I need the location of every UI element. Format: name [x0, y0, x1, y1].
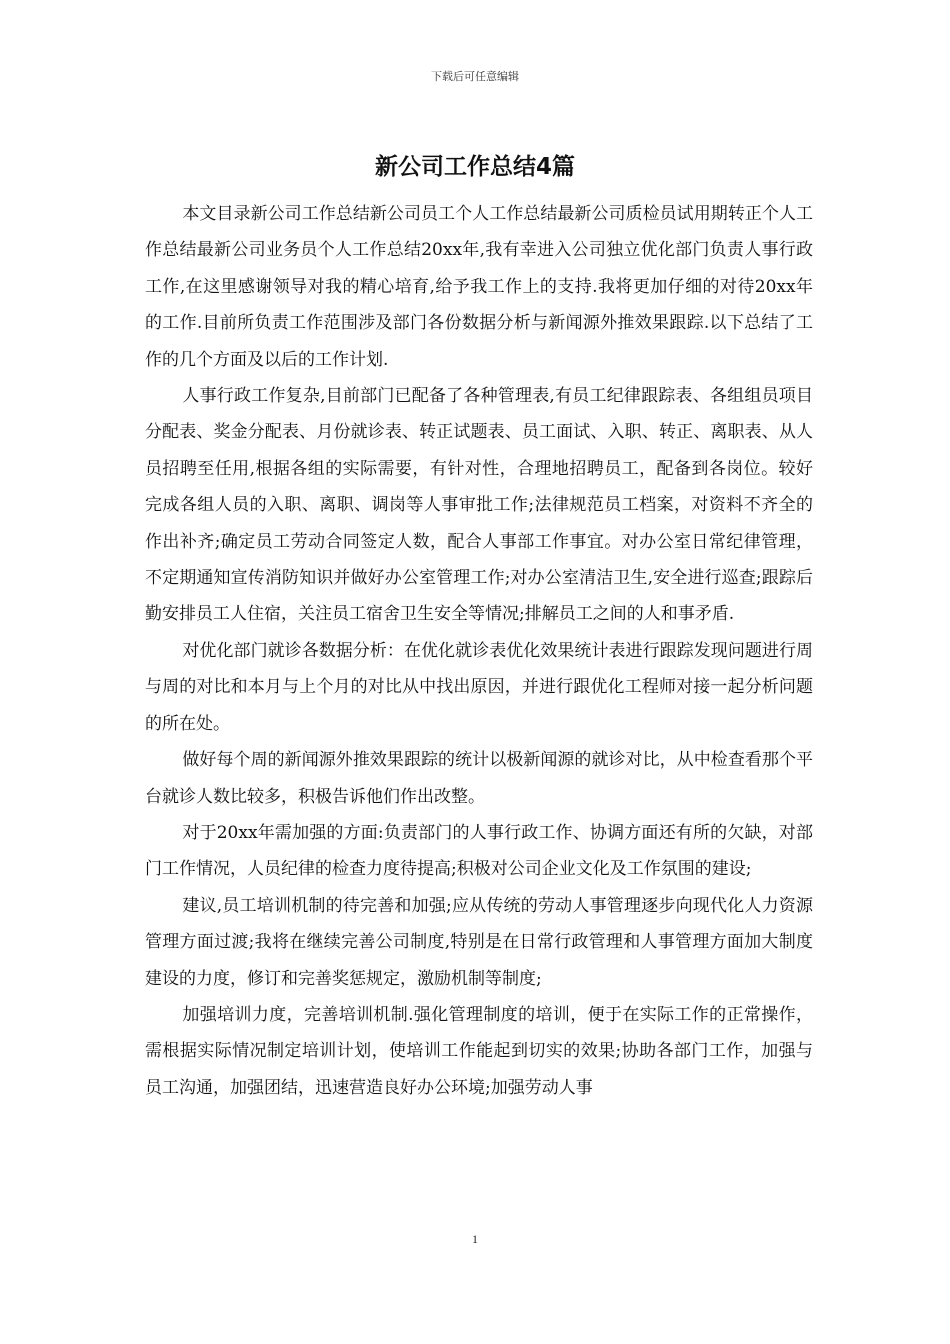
paragraph: 做好每个周的新闻源外推效果跟踪的统计以极新闻源的就诊对比，从中检查看那个平台就诊人数比较多，积极告诉他们作出改整。 [145, 750, 813, 807]
paragraph: 本文目录新公司工作总结新公司员工个人工作总结最新公司质检员试用期转正个人工作总结最新公司业务员个人工作总结20xx年,我有幸进入公司独立优化部门负责人事行政工作,在这里感谢领导对我的精心培育,给予我工作上的支持.我将更加仔细的对待20xx年的工作.目前所负责工作范围涉及部门各份数据分析与新闻源外推效果跟踪.以下总结了工作的几个方面及以后的工作计划. [145, 204, 813, 370]
paragraph: 对于20xx年需加强的方面:负责部门的人事行政工作、协调方面还有所的欠缺，对部门工作情况，人员纪律的检查力度待提高;积极对公司企业文化及工作氛围的建设; [145, 822, 813, 880]
header-note: 下载后可任意编辑 [431, 70, 519, 83]
document-body [145, 196, 813, 1106]
page-number: 1 [472, 1232, 478, 1246]
document-title: 新公司工作总结4篇 [374, 154, 575, 180]
paragraph: 人事行政工作复杂,目前部门已配备了各种管理表,有员工纪律跟踪表、各组组员项目分配表、奖金分配表、月份就诊表、转正试题表、员工面试、入职、转正、离职表、从人员招聘至任用,根据各组的实际需要，有针对性，合理地招聘员工，配备到各岗位。较好完成各组人员的入职、离职、调岗等人事审批工作;法律规范员工档案，对资料不齐全的作出补齐;确定员工劳动合同签定人数，配合人事部工作事宜。对办公室日常纪律管理，不定期通知宣传消防知识并做好办公室管理工作;对办公室清洁卫生,安全进行巡查;跟踪后勤安排员工人住宿，关注员工宿舍卫生安全等情况;排解员工之间的人和事矛盾. [145, 386, 813, 625]
paragraph: 建议,员工培训机制的待完善和加强;应从传统的劳动人事管理逐步向现代化人力资源管理方面过渡;我将在继续完善公司制度,特别是在日常行政管理和人事管理方面加大制度建设的力度，修订和完善奖惩规定，激励机制等制度; [145, 895, 813, 989]
paragraph: 加强培训力度，完善培训机制.强化管理制度的培训，便于在实际工作的正常操作，需根据实际情况制定培训计划，使培训工作能起到切实的效果;协助各部门工作，加强与员工沟通，加强团结，迅速营造良好办公环境;加强劳动人事 [145, 1004, 813, 1098]
paragraph: 对优化部门就诊各数据分析：在优化就诊表优化效果统计表进行跟踪发现问题进行周与周的对比和本月与上个月的对比从中找出原因，并进行跟优化工程师对接一起分析问题的所在处。 [145, 640, 813, 734]
